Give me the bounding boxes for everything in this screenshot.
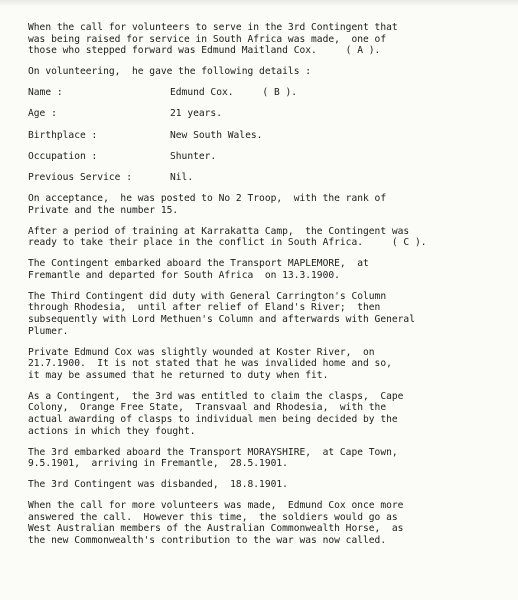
duty-paragraph: The Third Contingent did duty with General Carrington's Column through Rhodesia, until after relief of Eland's River; then subsequently with Lord Methuen's Column and afterwards with General Plumer.	[28, 290, 415, 337]
detail-label: Previous Service :	[28, 171, 132, 183]
detail-value: Edmund Cox. ( B ).	[170, 87, 298, 99]
volunteering-line: On volunteering, he gave the following details :	[28, 66, 312, 78]
disbanded-paragraph: The 3rd Contingent was disbanded, 18.8.1901.	[28, 479, 288, 491]
detail-label: Age :	[28, 108, 57, 120]
detail-row-previous-service	[28, 172, 488, 184]
detail-value: New South Wales.	[170, 129, 263, 141]
detail-label: Occupation :	[28, 150, 98, 162]
detail-value: Shunter.	[170, 150, 217, 162]
intro-paragraph: When the call for volunteers to serve in the 3rd Contingent that was being raised for service in South Africa was made, one of those who stepped forward was Edmund Maitland Cox. ( A ).	[28, 22, 398, 57]
detail-label: Birthplace :	[28, 129, 98, 141]
detail-value: Nil.	[170, 171, 194, 183]
acceptance-paragraph: On acceptance, he was posted to No 2 Troop, with the rank of Private and the number 15.	[28, 193, 387, 216]
return-paragraph: The 3rd embarked aboard the Transport MORAYSHIRE, at Cape Town, 9.5.1901, arriving in Fremantle, 28.5.1901.	[28, 446, 398, 470]
training-paragraph: After a period of training at Karrakatta Camp, the Contingent was ready to take their place in the conflict in South Africa. ( C ).	[28, 225, 427, 249]
detail-row-age	[28, 108, 488, 120]
detail-row-occupation	[28, 151, 488, 163]
embarkation-paragraph: The Contingent embarked aboard the Transport MAPLEMORE, at Fremantle and departed for South Africa on 13.3.1900.	[28, 258, 369, 281]
detail-row-name	[28, 87, 488, 99]
detail-label: Name :	[28, 87, 63, 99]
reenlistment-paragraph: When the call for more volunteers was made, Edmund Cox once more answered the call. However this time, the soldiers would go as West Australian members of the Australian Commonwealth Horse, as the new Commonwealth's contribution to the war was now called.	[28, 500, 404, 546]
clasps-paragraph: As a Contingent, the 3rd was entitled to claim the clasps, Cape Colony, Orange Free State, Transvaal and Rhodesia, with the actual awarding of clasps to individual men being decided by the actions in which they fought.	[28, 390, 404, 437]
detail-value: 21 years.	[170, 108, 222, 120]
detail-row-birthplace	[28, 130, 488, 142]
wounded-paragraph: Private Edmund Cox was slightly wounded at Koster River, on 21.7.1900. It is not stated that he was invalided home and so, it may be assumed that he returned to duty when fit.	[28, 346, 392, 381]
